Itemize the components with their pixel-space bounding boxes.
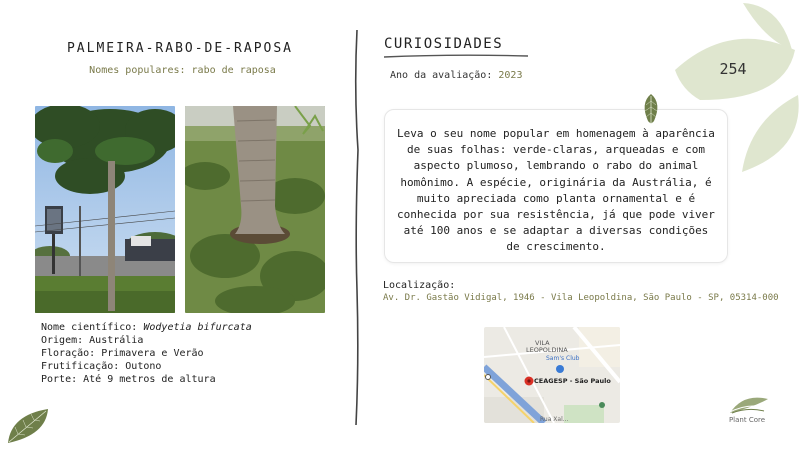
location-label: Localização: [383,280,456,291]
origin: Origem: Austrália [41,335,144,346]
evaluation-year [390,70,522,81]
leaf-icon [640,93,662,125]
size: Porte: Até 9 metros de altura [41,374,216,385]
palm-street-photo [35,106,175,313]
scientific-name-label: Nome científico: [41,322,138,333]
district-line2: LEOPOLDINA [526,346,568,354]
district-line1: VILA [535,339,550,347]
leaf-icon [6,405,50,445]
plant-info-list [41,321,252,386]
decorative-leaves-icon [670,0,800,180]
logo-text: Plant Core [728,416,766,424]
location-address: Av. Dr. Gastão Vidigal, 1946 - Vila Leopoldina, São Paulo - SP, 05314-000 [383,293,779,303]
plant-number-badge: 254 [719,60,747,78]
poi-pin[interactable] [556,365,564,373]
place-label: CEAGESP - São Paulo [534,377,611,385]
flowering: Floração: Primavera e Verão [41,348,204,359]
curiosities-title: CURIOSIDADES [384,36,504,52]
fruiting: Frutificação: Outono [41,361,162,372]
vertical-divider [350,30,364,425]
poi-label: Sam's Club [546,355,580,362]
scientific-name-value: Wodyetia bifurcata [143,322,252,333]
popular-names [0,65,365,76]
scientific-name [41,321,252,334]
title-underline [382,52,530,62]
curiosity-card: Leva o seu nome popular em homenagem à aparência de suas folhas: verde-claras, arqueadas e com aspecto plumoso, lembrando o rabo do animal homônimo. A espécie, originária da Austrália, é muito apreciada como planta ornamental e é conhecida por sua resistência, já que pode viver até 100 anos e se adaptar a diversas condições de crescimento. [384,109,728,263]
plant-core-logo-icon [718,393,778,433]
year-label: Ano da avaliação: [390,70,493,81]
street-label: Rua Xal... [540,416,569,423]
popular-names-label: Nomes populares: [89,65,186,76]
year-value: 2023 [498,70,523,81]
palm-trunk-photo [185,106,325,313]
popular-names-value: rabo de raposa [191,65,276,76]
location-map[interactable] [484,327,620,423]
park-area [564,405,604,423]
plant-title: PALMEIRA-RABO-DE-RAPOSA [66,41,293,56]
